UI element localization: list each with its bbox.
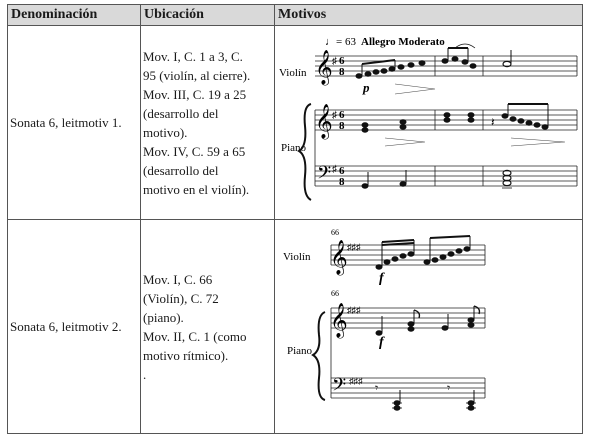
row-motif [275, 220, 583, 434]
location-line: Mov. IV, C. 59 a 65 [143, 143, 246, 159]
treble-clef-icon: 𝄞 [315, 51, 333, 84]
score-excerpt-1 [275, 26, 581, 214]
key-sharp-icon: ♯♯♯ [349, 376, 363, 386]
score-excerpt-2 [275, 220, 581, 428]
bass-clef-icon: 𝄢 [317, 162, 332, 187]
key-sharp-icon: ♯♯♯ [347, 305, 361, 315]
rest-icon: 𝄽 [491, 115, 495, 129]
row-motif [275, 26, 583, 220]
time-signature: 8 [339, 176, 345, 188]
location-line: Mov. I, C. 1 a 3, C. [143, 48, 243, 64]
dynamic-marking: f [379, 335, 384, 350]
time-signature: 6 [339, 165, 345, 177]
violin-label: Violín [283, 251, 311, 263]
measure-number: 66 [331, 228, 339, 237]
measure-number: 66 [331, 289, 339, 298]
location-line: . [143, 366, 147, 382]
column-header-motivos: Motivos [275, 5, 583, 26]
location-line: (desarrollo del [143, 105, 219, 121]
table-header-row [8, 5, 583, 26]
location-line: motivo rítmico). [143, 347, 229, 363]
location-line: motivo). [143, 124, 188, 140]
table-row [8, 26, 583, 220]
treble-clef-icon: 𝄞 [330, 241, 348, 274]
location-line: Mov. I, C. 66 [143, 271, 213, 287]
location-line: (Violín), C. 72 [143, 290, 219, 306]
leitmotiv-table [7, 4, 583, 434]
row-location [141, 220, 275, 434]
location-line: (desarrollo del [143, 162, 219, 178]
time-signature: 8 [339, 120, 345, 132]
violin-label: Violín [279, 67, 307, 79]
time-signature: 8 [339, 66, 345, 78]
row-name: Sonata 6, leitmotiv 2. [8, 220, 141, 434]
treble-clef-icon: 𝄞 [315, 105, 333, 138]
location-line: (piano). [143, 309, 184, 325]
location-line: motivo en el violín). [143, 181, 250, 197]
tempo-marking: ♩= 63 [325, 36, 356, 48]
treble-clef-icon: 𝄞 [330, 304, 348, 337]
tempo-word: Allegro Moderato [361, 36, 445, 48]
location-line: Mov. II, C. 1 (como [143, 328, 247, 344]
location-line: 95 (violín, al cierre). [143, 67, 251, 83]
column-header-ubicacion: Ubicación [141, 5, 275, 26]
piano-label: Piano [281, 142, 307, 154]
column-header-denominacion: Denominación [8, 5, 141, 26]
violin-notes [356, 48, 511, 78]
key-sharp-icon: ♯♯♯ [347, 242, 361, 252]
piano-brace [313, 312, 325, 400]
time-signature: 6 [339, 109, 345, 121]
piano-treble-notes [362, 104, 548, 132]
row-location [141, 26, 275, 220]
rest-icon: 𝄾 [375, 381, 379, 395]
piano-bass-notes [362, 170, 512, 188]
dynamic-marking: p [363, 80, 370, 95]
time-signature: 6 [339, 55, 345, 67]
piano-treble-notes [376, 306, 474, 335]
location-line: Mov. III, C. 19 a 25 [143, 86, 247, 102]
table-row [8, 220, 583, 434]
key-sharp-icon: ♯ [332, 164, 337, 175]
bass-clef-icon: 𝄢 [332, 374, 347, 399]
piano-label: Piano [287, 345, 313, 357]
dynamic-marking: f [379, 271, 384, 286]
rest-icon: 𝄾 [447, 381, 451, 395]
key-sharp-icon: ♯ [332, 56, 337, 67]
key-sharp-icon: ♯ [332, 110, 337, 121]
row-name: Sonata 6, leitmotiv 1. [8, 26, 141, 220]
violin-notes [376, 236, 470, 269]
